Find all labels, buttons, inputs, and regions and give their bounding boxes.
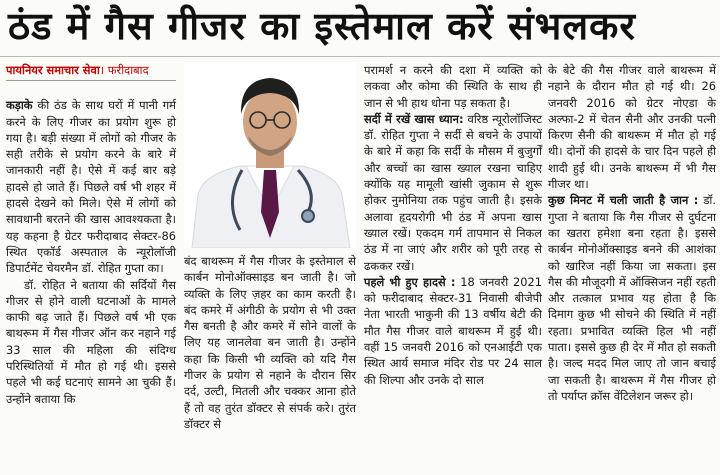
dateline: कड़ाके	[6, 98, 33, 113]
doctor-photo	[184, 62, 356, 248]
paragraph	[6, 97, 176, 276]
paragraph-text: डॉ. गुप्ता ने बताया कि गैस गीजर से दुर्घटना का खतरा हमेशा बना रहता है। इससे कार्बन मोनोऑक्साइड बनने की आशंका को खारिज नहीं किया जा सकता। इस गैस की मौजूदगी में ऑक्सिजन नहीं रहती और तत्काल प्रभाव यह होता है कि दिमाग कुछ भी सोचने की स्थिति में नहीं रहता। प्रभावित व्यक्ति हिल भी नहीं पाता। इससे कुछ ही देर में मौत हो सकती है। जल्द मदद मिल जाए तो जान बचाई जा सकती है। बाथरूम में गैस गीजर हो तो पर्याप्त क्रॉस वेंटिलेशन जरूर हो।	[548, 193, 716, 403]
byline: पायनियर समाचार सेवा। फरीदाबाद	[6, 62, 176, 81]
byline-agency: पायनियर समाचार सेवा	[6, 63, 100, 77]
article-column-1	[6, 62, 176, 407]
headline-divider	[0, 56, 720, 57]
paragraph	[364, 111, 542, 274]
paragraph-text: वरिष्ठ न्यूरोलॉजिस्ट डॉ. रोहित गुप्ता ने सर्दी से बचने के उपायों के बारे में कहा कि सर्दी के मौसम में बुजुर्गों और बच्चों का खास ख्याल रखना चाहिए क्योंकि यह मामूली खांसी जुकाम से शुरू होकर नुमोनिया तक पहुंच जाती है। इसके अलावा हृदयरोगी भी ठंड में अपना खास ख्याल रखें। एकदम गर्म तापमान से निकल ठंड में ना जाएं और शरीर को पूरी तरह से ढककर रखें।	[364, 111, 542, 273]
paragraph: परामर्श न करने की दशा में व्यक्ति को लकवा और कोमा की स्थिति के साथ ही जान से भी हाथ धोना पड़ सकता है।	[364, 63, 542, 110]
article-column-4	[548, 62, 716, 404]
paragraph-text: की ठंड के साथ घरों में पानी गर्म करने के लिए गीजर का प्रयोग शुरू हो गया है। बड़ी संख्या में लोगों को गीजर के सही तरीके से प्रयोग करने के बारे में जानकारी नहीं है। ऐसे में कई बार बड़े हादसे हो जाते हैं। पिछले वर्ष भी शहर में हादसे देखने को मिले। ऐसे में लोगों को सावधानी बरतने की खास आवश्यकता है। यह कहना है ग्रेटर फरीदाबाद सेक्टर-86 स्थित एकॉर्ड अस्पताल के न्यूरोलॉजी डिपार्टमेंट चेयरमैन डॉ. रोहित गुप्ता का।	[6, 98, 176, 276]
subheading: कुछ मिनट में चली जाती है जान :	[548, 193, 699, 208]
byline-location: फरीदाबाद	[107, 63, 149, 77]
paragraph	[364, 274, 542, 388]
paragraph	[548, 192, 716, 404]
headline: ठंड में गैस गीजर का इस्तेमाल करें संभलकर	[8, 4, 636, 48]
paragraph: डॉ. रोहित ने बताया की सर्दियों गैस गीजर से होने वाली घटनाओं के मामले काफी बढ़ जाते हैं। पिछले वर्ष भी एक बाथरूम में गैस गीजर ऑन कर नहाने गई 33 साल की महिला की संदिग्ध परिस्थितियों में मौत हो गई थी। इससे पहले भी कई घटनाएं सामने आ चुकी हैं। उन्होंने बताया कि	[6, 277, 176, 406]
subheading: सर्दी में रखें खास ध्यान:	[364, 111, 464, 126]
article-column-3	[364, 62, 542, 388]
paragraph-text: 18 जनवरी 2021 को फरीदाबाद सेक्टर-31 निवासी बीजेपी नेता भारती भाकुनी की 13 वर्षीय बेटी की मौत गैस गीजर वाले बाथरूम में हुई थी। वहीं 15 जनवरी 2016 को एनआईटी एक स्थित आर्य समाज मंदिर रोड पर 24 साल की शिल्पा और उनके दो साल	[364, 274, 542, 387]
article-column-2	[184, 253, 356, 432]
subheading: पहले भी हुए हादसे :	[364, 274, 456, 289]
paragraph: के बेटे की गैस गीजर वाले बाथरूम में नहाने के दौरान मौत हो गई थी। 26 जनवरी 2016 को ग्रेटर नोएडा के अल्फा-2 में चेतन सैनी और उनकी पत्नी किरण सैनी की बाथरूम में मौत हो गई थी। दोनों की हादसे के चार दिन पहले ही शादी हुई थी। उनके बाथरूम में भी गैस गीजर था।	[548, 63, 716, 192]
paragraph: बंद बाथरूम में गैस गीजर के इस्तेमाल से कार्बन मोनोऑक्साइड बन जाती है। जो व्यक्ति के लिए ज़हर का काम करती है। बंद कमरे में अंगीठी के प्रयोग से भी उक्त गैस बनती है और कमरे में सोने वालों के लिए यह जानलेवा बन जाती है। उन्होंने कहा कि किसी भी व्यक्ति को यदि गैस गीजर के प्रयोग से नहाने के दौरान सिर दर्द, उल्टी, मितली और चक्कर आना होते हैं तो वह तुरंत डॉक्टर से संपर्क करे। तुरंत डॉक्टर से	[184, 254, 356, 431]
